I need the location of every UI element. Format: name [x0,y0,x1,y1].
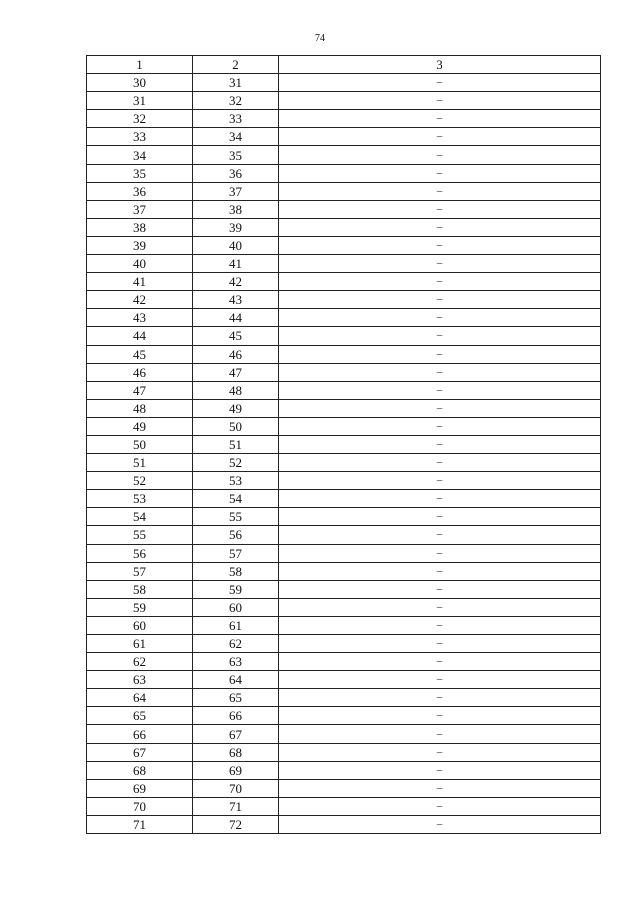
table-cell-col-3: – [279,200,601,218]
table-row [87,472,601,490]
table-cell-col-3: – [279,309,601,327]
table-cell-col-3: – [279,182,601,200]
table-row [87,562,601,580]
table-cell-col-1: 53 [87,490,193,508]
table-cell-col-3: – [279,635,601,653]
table-cell-col-1: 45 [87,345,193,363]
table-cell-col-1: 40 [87,255,193,273]
table-row [87,707,601,725]
table-cell-col-3: – [279,797,601,815]
table-cell-col-3: – [279,598,601,616]
table-cell-col-1: 63 [87,671,193,689]
table-cell-col-2: 43 [193,291,279,309]
table-row [87,454,601,472]
table-row [87,200,601,218]
table-body [87,74,601,834]
table-cell-col-3: – [279,653,601,671]
table-cell-col-1: 49 [87,417,193,435]
page-number: 74 [315,33,325,44]
table-row [87,236,601,254]
table-cell-col-3: – [279,128,601,146]
table-cell-col-2: 52 [193,454,279,472]
table-row [87,345,601,363]
table-cell-col-1: 62 [87,653,193,671]
table-cell-col-2: 31 [193,74,279,92]
table-cell-col-1: 61 [87,635,193,653]
table-cell-col-3: – [279,110,601,128]
table-cell-col-1: 34 [87,146,193,164]
table-cell-col-3: – [279,255,601,273]
table-cell-col-2: 58 [193,562,279,580]
table-row [87,671,601,689]
table-cell-col-3: – [279,689,601,707]
table-cell-col-2: 42 [193,273,279,291]
table-row [87,218,601,236]
table-cell-col-3: – [279,236,601,254]
table-row [87,508,601,526]
table-cell-col-2: 55 [193,508,279,526]
table-cell-col-1: 33 [87,128,193,146]
table-cell-col-2: 45 [193,327,279,345]
table-cell-col-2: 59 [193,580,279,598]
table-row [87,146,601,164]
table-cell-col-1: 37 [87,200,193,218]
table-cell-col-2: 53 [193,472,279,490]
table-cell-col-2: 63 [193,653,279,671]
table-cell-col-3: – [279,164,601,182]
table-row [87,291,601,309]
table-cell-col-2: 67 [193,725,279,743]
table-cell-col-3: – [279,508,601,526]
table-row [87,255,601,273]
table-cell-col-2: 38 [193,200,279,218]
table-cell-col-1: 58 [87,580,193,598]
table-cell-col-3: – [279,345,601,363]
table-header [87,56,601,74]
table-cell-col-1: 41 [87,273,193,291]
table-cell-col-3: – [279,779,601,797]
table-cell-col-2: 32 [193,92,279,110]
table-cell-col-1: 44 [87,327,193,345]
table-row [87,635,601,653]
table-row [87,399,601,417]
table-cell-col-3: – [279,544,601,562]
table-cell-col-1: 52 [87,472,193,490]
table-row [87,74,601,92]
table-cell-col-3: – [279,616,601,634]
table-cell-col-1: 59 [87,598,193,616]
table-row [87,435,601,453]
table-cell-col-1: 32 [87,110,193,128]
table-cell-col-1: 68 [87,761,193,779]
table-cell-col-3: – [279,146,601,164]
table-cell-col-1: 47 [87,381,193,399]
table-cell-col-1: 57 [87,562,193,580]
table-row [87,526,601,544]
table-cell-col-2: 60 [193,598,279,616]
table-cell-col-2: 71 [193,797,279,815]
table-row [87,164,601,182]
table-cell-col-3: – [279,363,601,381]
table-cell-col-2: 69 [193,761,279,779]
table-row [87,598,601,616]
table-cell-col-3: – [279,381,601,399]
table-cell-col-1: 38 [87,218,193,236]
table-cell-col-2: 41 [193,255,279,273]
table-cell-col-2: 46 [193,345,279,363]
table-cell-col-3: – [279,454,601,472]
table-cell-col-1: 70 [87,797,193,815]
table-cell-col-2: 57 [193,544,279,562]
table-cell-col-3: – [279,490,601,508]
table-cell-col-3: – [279,435,601,453]
table-cell-col-2: 37 [193,182,279,200]
table-cell-col-3: – [279,580,601,598]
table-cell-col-1: 31 [87,92,193,110]
table-row [87,309,601,327]
table-cell-col-3: – [279,218,601,236]
table-cell-col-2: 48 [193,381,279,399]
table-cell-col-1: 65 [87,707,193,725]
table-row [87,490,601,508]
table-cell-col-3: – [279,327,601,345]
table-cell-col-1: 30 [87,74,193,92]
table-row [87,815,601,833]
table-cell-col-2: 34 [193,128,279,146]
table-row [87,381,601,399]
table-cell-col-2: 35 [193,146,279,164]
table-cell-col-2: 70 [193,779,279,797]
table-cell-col-1: 64 [87,689,193,707]
table-row [87,779,601,797]
table-cell-col-3: – [279,74,601,92]
table-cell-col-2: 54 [193,490,279,508]
table-cell-col-1: 36 [87,182,193,200]
table-row [87,725,601,743]
table-cell-col-2: 61 [193,616,279,634]
column-header-3: 3 [279,56,601,74]
table-cell-col-1: 48 [87,399,193,417]
table-row [87,110,601,128]
table-cell-col-1: 46 [87,363,193,381]
table-cell-col-3: – [279,472,601,490]
data-table [86,55,601,834]
table-cell-col-1: 55 [87,526,193,544]
table-cell-col-3: – [279,725,601,743]
table-row [87,580,601,598]
table-cell-col-1: 60 [87,616,193,634]
table-cell-col-2: 64 [193,671,279,689]
table-row [87,92,601,110]
column-header-1: 1 [87,56,193,74]
table-cell-col-2: 47 [193,363,279,381]
table-cell-col-2: 50 [193,417,279,435]
table-row [87,128,601,146]
table-row [87,327,601,345]
table-cell-col-2: 72 [193,815,279,833]
table-cell-col-1: 51 [87,454,193,472]
table-cell-col-2: 66 [193,707,279,725]
table-cell-col-1: 39 [87,236,193,254]
table-cell-col-1: 71 [87,815,193,833]
table-cell-col-3: – [279,399,601,417]
table-cell-col-1: 43 [87,309,193,327]
table-cell-col-3: – [279,291,601,309]
table-row [87,797,601,815]
table-cell-col-3: – [279,562,601,580]
table-cell-col-1: 42 [87,291,193,309]
table-row [87,544,601,562]
table-cell-col-2: 65 [193,689,279,707]
table-row [87,743,601,761]
table-row [87,616,601,634]
table-row [87,417,601,435]
table-row [87,273,601,291]
table-cell-col-2: 68 [193,743,279,761]
table-row [87,363,601,381]
table-row [87,653,601,671]
table-cell-col-3: – [279,417,601,435]
table-cell-col-2: 62 [193,635,279,653]
table-cell-col-2: 44 [193,309,279,327]
table-row [87,182,601,200]
table-cell-col-1: 66 [87,725,193,743]
table-cell-col-2: 33 [193,110,279,128]
table-row [87,689,601,707]
table-cell-col-3: – [279,526,601,544]
table-cell-col-1: 69 [87,779,193,797]
table-cell-col-2: 36 [193,164,279,182]
table-cell-col-1: 67 [87,743,193,761]
table-cell-col-1: 35 [87,164,193,182]
table-cell-col-1: 50 [87,435,193,453]
table-cell-col-3: – [279,92,601,110]
table-cell-col-3: – [279,707,601,725]
table-cell-col-3: – [279,815,601,833]
table-cell-col-3: – [279,743,601,761]
table-cell-col-3: – [279,273,601,291]
table-cell-col-2: 40 [193,236,279,254]
table-header-row [87,56,601,74]
table-cell-col-1: 54 [87,508,193,526]
column-header-2: 2 [193,56,279,74]
table-cell-col-3: – [279,671,601,689]
table-cell-col-2: 56 [193,526,279,544]
table-row [87,761,601,779]
table-cell-col-2: 51 [193,435,279,453]
table-cell-col-2: 39 [193,218,279,236]
table-cell-col-3: – [279,761,601,779]
table-cell-col-2: 49 [193,399,279,417]
table-cell-col-1: 56 [87,544,193,562]
